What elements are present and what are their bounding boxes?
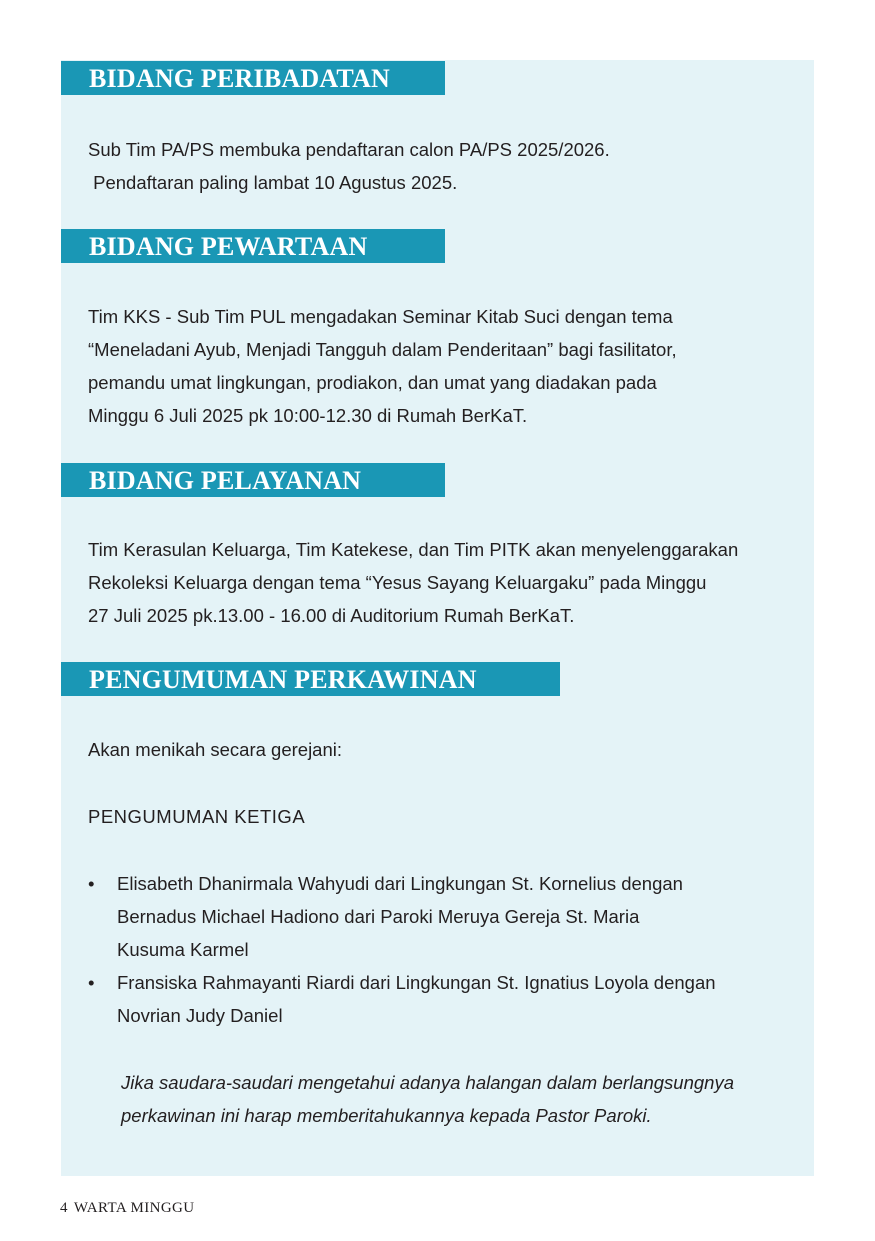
list-item (88, 867, 716, 966)
text-line: Rekoleksi Keluarga dengan tema “Yesus Sayang Keluargaku” pada Minggu (88, 572, 707, 593)
page-footer (60, 1198, 201, 1218)
text-line: Sub Tim PA/PS membuka pendaftaran calon PA/PS 2025/2026. (88, 139, 610, 160)
text-line: Minggu 6 Juli 2025 pk 10:00-12.30 di Rumah BerKaT. (88, 405, 528, 426)
publication-name: WARTA MINGGU (73, 1200, 195, 1216)
bullet-icon: • (88, 972, 95, 993)
text-line: Kusuma Karmel (117, 939, 249, 960)
text-line: Novrian Judy Daniel (117, 1005, 283, 1026)
text-line: pemandu umat lingkungan, prodiakon, dan umat yang diadakan pada (88, 372, 657, 393)
text-line: “Meneladani Ayub, Menjadi Tangguh dalam Penderitaan” bagi fasilitator, (88, 339, 677, 360)
text-line: Elisabeth Dhanirmala Wahyudi dari Lingkungan St. Kornelius dengan (117, 873, 683, 894)
heading-perkawinan: PENGUMUMAN PERKAWINAN (61, 662, 560, 696)
perkawinan-subheading: PENGUMUMAN KETIGA (88, 806, 306, 827)
heading-pelayanan: BIDANG PELAYANAN (61, 463, 445, 497)
text-line: Tim Kerasulan Keluarga, Tim Katekese, dan Tim PITK akan menyelenggarakan (88, 539, 739, 560)
text-line: Fransiska Rahmayanti Riardi dari Lingkungan St. Ignatius Loyola dengan (117, 972, 716, 993)
paragraph-pelayanan (88, 533, 738, 632)
couples-list (88, 867, 716, 1032)
text-line: perkawinan ini harap memberitahukannya kepada Pastor Paroki. (121, 1105, 652, 1126)
text-line: Jika saudara-saudari mengetahui adanya halangan dalam berlangsungnya (121, 1072, 734, 1093)
text-line: 27 Juli 2025 pk.13.00 - 16.00 di Auditorium Rumah BerKaT. (88, 605, 575, 626)
bullet-icon: • (88, 873, 95, 894)
list-item (88, 966, 716, 1032)
objection-notice (121, 1066, 734, 1132)
paragraph-peribadatan (88, 133, 610, 199)
text-line: Pendaftaran paling lambat 10 Agustus 2025. (88, 172, 458, 193)
paragraph-pewartaan (88, 300, 677, 432)
text-line: Tim KKS - Sub Tim PUL mengadakan Seminar Kitab Suci dengan tema (88, 306, 673, 327)
page-number: 4 (60, 1200, 68, 1216)
perkawinan-intro: Akan menikah secara gerejani: (88, 739, 343, 760)
heading-pewartaan: BIDANG PEWARTAAN (61, 229, 445, 263)
text-line: Bernadus Michael Hadiono dari Paroki Meruya Gereja St. Maria (117, 906, 640, 927)
heading-peribadatan: BIDANG PERIBADATAN (61, 61, 445, 95)
